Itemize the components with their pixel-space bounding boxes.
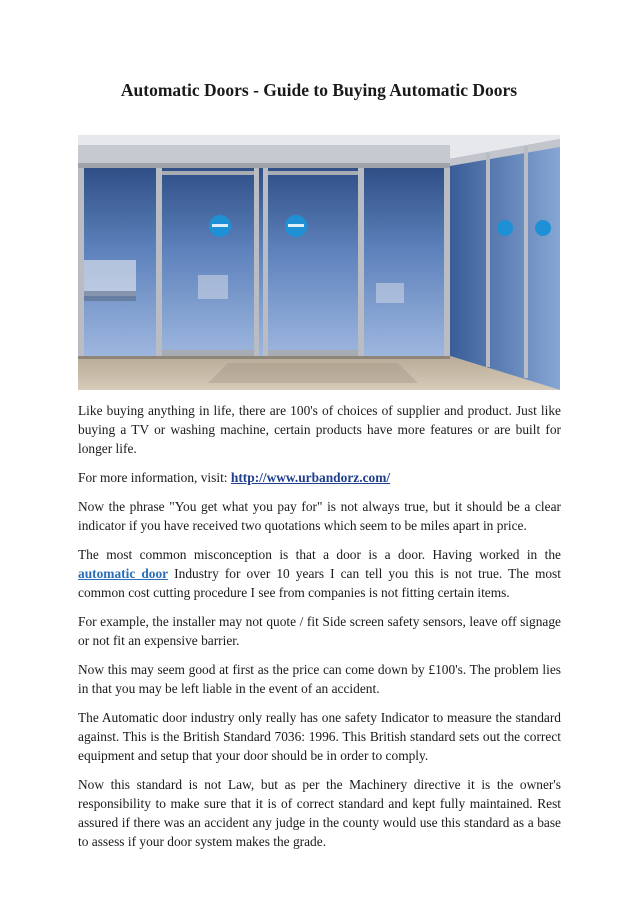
paragraph-4 xyxy=(78,545,561,602)
paragraph-8: Now this standard is not Law, but as per the Machinery directive it is the owner's responsibility to make sure that it is of correct standard and kept fully maintained. Rest assured if there was an accident any judge in the county would use this standard as a base to assess if your door system makes the grade. xyxy=(78,777,561,849)
article-body xyxy=(78,401,561,861)
paragraph-2 xyxy=(78,468,561,487)
paragraph-3: Now the phrase "You get what you pay for" is not always true, but it should be a clear indicator if you have received two quotations which seem to be miles apart in price. xyxy=(78,499,561,533)
website-link[interactable]: http://www.urbandorz.com/ xyxy=(230,470,391,485)
automatic-door-photo xyxy=(78,135,560,390)
automatic-door-link[interactable]: automatic door xyxy=(78,566,169,581)
paragraph-4-text-end: Industry for over 10 years I can tell you this is not true. The most common cost cutting procedure I see from companies is not fitting certain items. xyxy=(78,566,561,600)
paragraph-5: For example, the installer may not quote / fit Side screen safety sensors, leave off signage or not fit an expensive barrier. xyxy=(78,614,561,648)
page-title: Automatic Doors - Guide to Buying Automatic Doors xyxy=(120,80,518,100)
paragraph-4-text-start: The most common misconception is that a door is a door. Having worked in the xyxy=(78,547,561,562)
paragraph-6: Now this may seem good at first as the price can come down by £100's. The problem lies in that you may be left liable in the event of an accident. xyxy=(78,662,561,696)
paragraph-1: Like buying anything in life, there are 100's of choices of supplier and product. Just like buying a TV or washing machine, certain products have more features or are built for longer life. xyxy=(78,403,561,456)
paragraph-7: The Automatic door industry only really has one safety Indicator to measure the standard against. This is the British Standard 7036: 1996. This British standard sets out the correct equipment and setup that your door should be in order to comply. xyxy=(78,710,561,763)
paragraph-2-text: For more information, visit: xyxy=(78,470,231,485)
